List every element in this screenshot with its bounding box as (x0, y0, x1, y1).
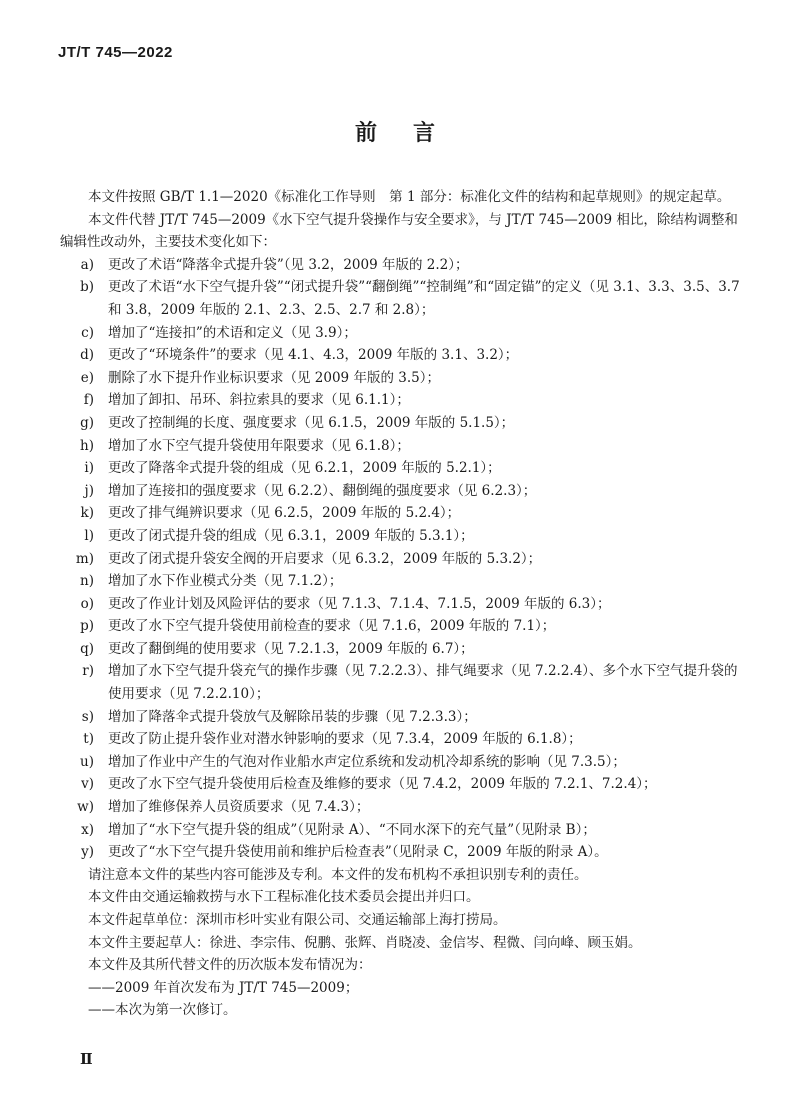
history-entry: ——本次为第一次修订。 (88, 1002, 237, 1019)
list-item (60, 276, 740, 321)
list-item-text: 增加了维修保养人员资质要求（见 7.4.3）； (108, 799, 370, 816)
foreword-body (60, 186, 740, 1022)
list-item-text: 增加了连接扣的强度要求（见 6.2.2）、翻倒绳的强度要求（见 6.2.3）； (108, 482, 537, 499)
page-title-char-2: 言 (413, 121, 436, 146)
list-item (60, 751, 740, 774)
list-item-label: c) (81, 324, 94, 341)
paragraph-drafting-rules: 本文件按照 GB/T 1.1—2020《标准化工作导则 第 1 部分：标准化文件的结构和起草规则》的规定起草。 (88, 189, 731, 205)
list-item-text: 更改了“环境条件”的要求（见 4.1、4.3，2009 年版的 3.1、3.2）； (108, 347, 519, 364)
paragraph-drafters: 本文件主要起草人：徐进、李宗伟、倪鹏、张辉、肖晓凌、金信岑、程微、闫向峰、顾玉娟。 (88, 934, 642, 951)
technical-changes-list (60, 254, 740, 864)
list-item-label: u) (80, 753, 94, 770)
list-item-label: a) (80, 256, 94, 273)
list-item-label: h) (80, 437, 94, 454)
list-item-text: 增加了水下空气提升袋充气的操作步骤（见 7.2.2.3）、排气绳要求（见 7.2.2.4）、多个水下空气提升袋的使用要求（见 7.2.2.10）； (108, 663, 738, 703)
list-item-text: 增加了水下作业模式分类（见 7.1.2）； (108, 573, 343, 590)
list-item-label: y) (81, 844, 94, 861)
list-item-label: b) (80, 279, 94, 296)
list-item-label: v) (81, 776, 94, 793)
list-item-text: 更改了控制绳的长度、强度要求（见 6.1.5，2009 年版的 5.1.5）； (108, 414, 515, 431)
list-item-label: g) (80, 414, 94, 431)
list-item-text: 增加了“水下空气提升袋的组成”（见附录 A）、“不同水深下的充气量”（见附录 B）； (108, 821, 596, 838)
list-item-label: p) (80, 618, 94, 635)
list-item (60, 389, 740, 412)
list-item (60, 593, 740, 616)
list-item (60, 841, 740, 864)
list-item (60, 660, 740, 705)
list-item (60, 254, 740, 277)
page-title-char-1: 前 (354, 121, 377, 146)
list-item-text: 更改了“水下空气提升袋使用前和维护后检查表”（见附录 C，2009 年版的附录 A）。 (108, 844, 608, 861)
list-item-label: f) (83, 392, 94, 409)
list-item-text: 更改了防止提升袋作业对潜水钟影响的要求（见 7.3.4，2009 年版的 6.1.8）； (108, 731, 582, 748)
paragraph-proposer: 本文件由交通运输救捞与水下工程标准化技术委员会提出并归口。 (88, 889, 480, 906)
list-item-text: 更改了水下空气提升袋使用前检查的要求（见 7.1.6，2009 年版的 7.1）； (108, 618, 556, 635)
list-item (60, 502, 740, 525)
list-item-text: 增加了作业中产生的气泡对作业船水声定位系统和发动机冷却系统的影响（见 7.3.5）； (108, 753, 626, 770)
list-item-label: k) (80, 505, 94, 522)
list-item-label: x) (81, 821, 94, 838)
list-item (60, 548, 740, 571)
page-number: Ⅱ (80, 1050, 93, 1068)
list-item (60, 367, 740, 390)
list-item (60, 412, 740, 435)
list-item-text: 更改了术语“降落伞式提升袋”（见 3.2，2009 年版的 2.2）； (108, 256, 469, 273)
list-item (60, 344, 740, 367)
list-item (60, 322, 740, 345)
list-item-label: m) (75, 550, 94, 567)
list-item-label: q) (80, 640, 94, 657)
list-item (60, 615, 740, 638)
list-item (60, 570, 740, 593)
list-item-label: s) (81, 708, 94, 725)
list-item-text: 更改了作业计划及风险评估的要求（见 7.1.3、7.1.4、7.1.5，2009 年版的 6.3）； (108, 595, 611, 612)
list-item-label: w) (77, 799, 94, 816)
list-item-text: 更改了术语“水下空气提升袋”“闭式提升袋”“翻倒绳”“控制绳”和“固定锚”的定义（见 3.1、3.3、3.5、3.7 和 3.8，2009 年版的 2.1、2.3、2.5、2.7 和 2.8）； (108, 279, 740, 318)
list-item-label: i) (84, 460, 94, 477)
list-item (60, 728, 740, 751)
history-entry: ——2009 年首次发布为 JT/T 745—2009； (88, 979, 359, 996)
paragraph-patent-notice: 请注意本文件的某些内容可能涉及专利。本文件的发布机构不承担识别专利的责任。 (88, 866, 588, 883)
list-item (60, 525, 740, 548)
list-item-text: 删除了水下提升作业标识要求（见 2009 年版的 3.5）； (108, 369, 440, 386)
list-item-text: 更改了水下空气提升袋使用后检查及维修的要求（见 7.4.2，2009 年版的 7.2.1、7.2.4）； (108, 776, 657, 793)
list-item-text: 更改了闭式提升袋的组成（见 6.3.1，2009 年版的 5.3.1）； (108, 527, 474, 544)
list-item (60, 480, 740, 503)
list-item-text: 增加了降落伞式提升袋放气及解除吊装的步骤（见 7.2.3.3）； (108, 708, 477, 725)
list-item-text: 更改了翻倒绳的使用要求（见 7.2.1.3，2009 年版的 6.7）； (108, 640, 474, 657)
list-item (60, 706, 740, 729)
list-item-label: n) (80, 573, 94, 590)
list-item-text: 增加了水下空气提升袋使用年限要求（见 6.1.8）； (108, 437, 410, 454)
list-item (60, 796, 740, 819)
list-item-text: 增加了“连接扣”的术语和定义（见 3.9）； (108, 324, 357, 341)
list-item-label: o) (80, 595, 94, 612)
paragraph-replacement: 本文件代替 JT/T 745—2009《水下空气提升袋操作与安全要求》，与 JT/T 745—2009 相比，除结构调整和编辑性改动外，主要技术变化如下： (60, 211, 738, 251)
page-title (0, 116, 790, 147)
list-item-label: t) (83, 731, 94, 748)
list-item-label: r) (82, 663, 94, 680)
list-item (60, 773, 740, 796)
paragraph-drafting-units: 本文件起草单位：深圳市杉叶实业有限公司、交通运输部上海打捞局。 (88, 912, 507, 928)
list-item-label: j) (84, 482, 94, 499)
list-item-label: e) (80, 369, 94, 386)
document-id-header: JT/T 745—2022 (58, 44, 173, 61)
list-item-text: 增加了卸扣、吊环、斜拉索具的要求（见 6.1.1）； (108, 392, 410, 409)
list-item-label: l) (84, 527, 94, 544)
list-item (60, 457, 740, 480)
paragraph-history-intro: 本文件及其所代替文件的历次版本发布情况为： (88, 957, 372, 974)
list-item-text: 更改了闭式提升袋安全阀的开启要求（见 6.3.2，2009 年版的 5.3.2）； (108, 550, 542, 567)
list-item-label: d) (80, 347, 94, 364)
list-item (60, 819, 740, 842)
list-item (60, 435, 740, 458)
list-item-text: 更改了排气绳辨识要求（见 6.2.5，2009 年版的 5.2.4）； (108, 505, 461, 522)
list-item (60, 638, 740, 661)
list-item-text: 更改了降落伞式提升袋的组成（见 6.2.1，2009 年版的 5.2.1）； (108, 460, 501, 477)
